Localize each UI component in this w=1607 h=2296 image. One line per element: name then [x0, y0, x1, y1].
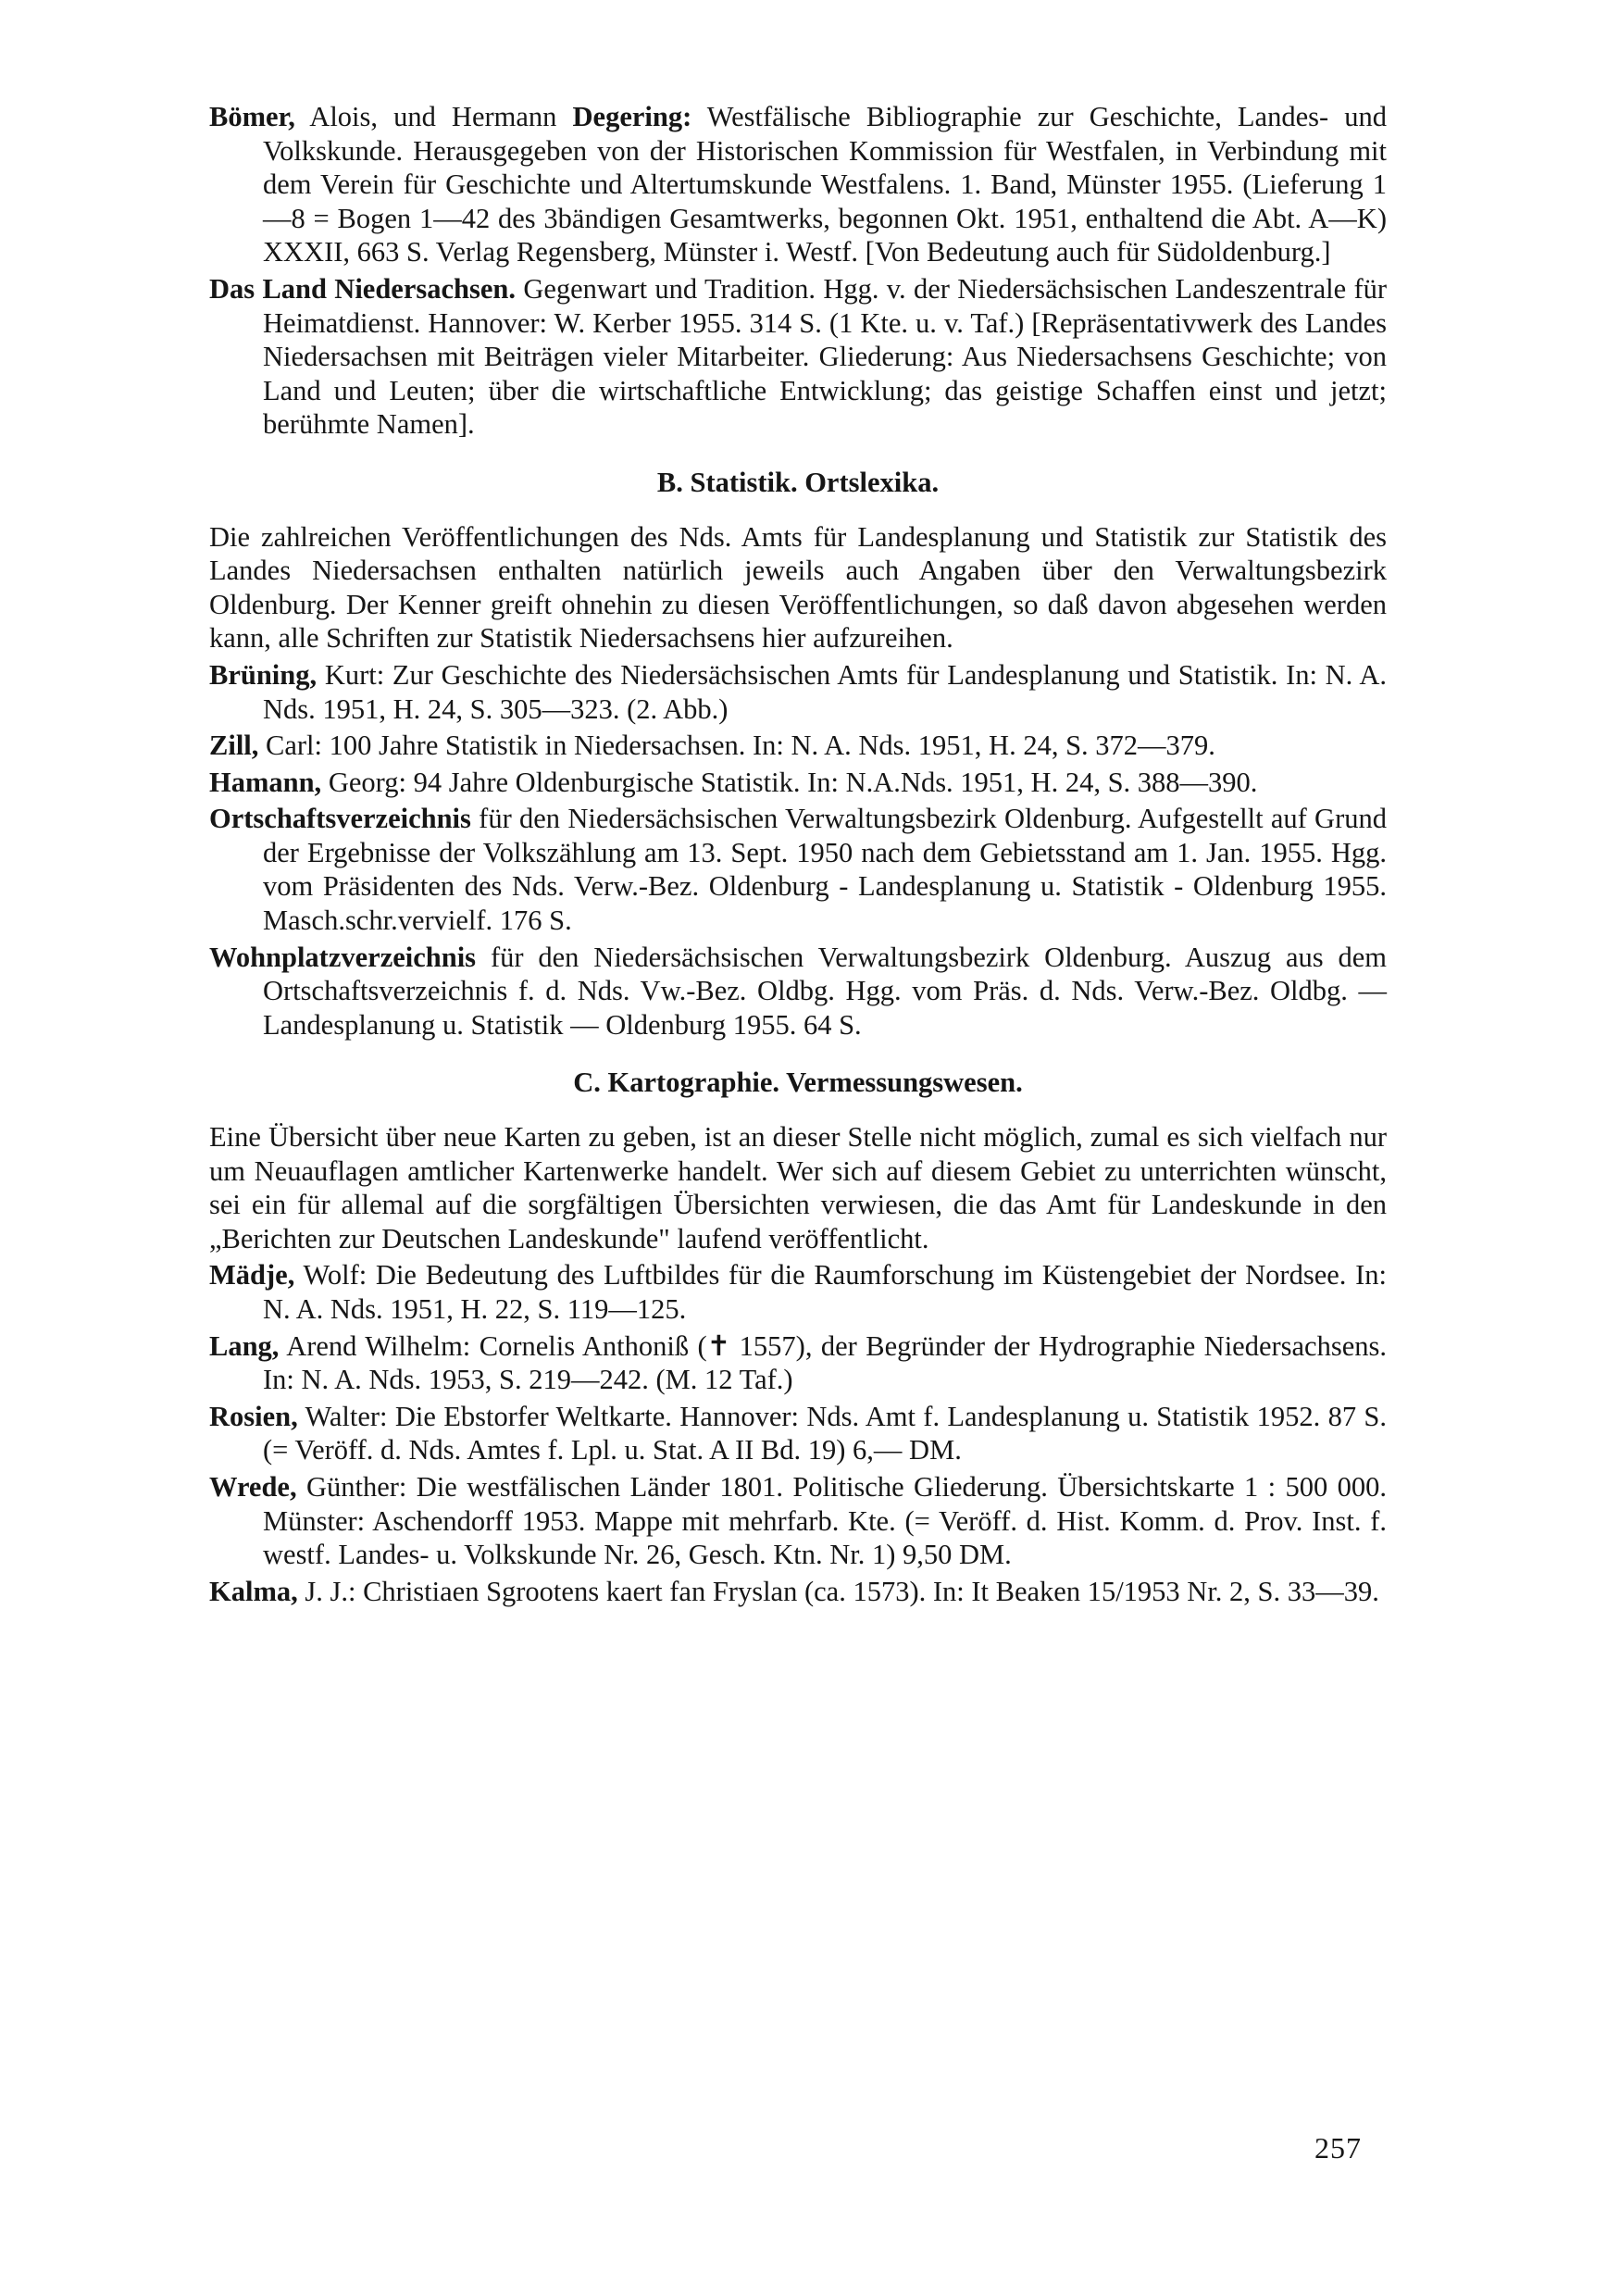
entry-author: Ortschaftsverzeichnis [209, 803, 471, 835]
bibliography-entry [209, 802, 1387, 937]
entry-author: Zill, [209, 730, 259, 762]
bibliography-entry [209, 1400, 1387, 1467]
entry-text: Gegenwart und Tradition. Hgg. v. der Niedersächsischen Landeszentrale für Heimatdienst. Hannover: W. Kerber 1955. 314 S. (1 Kte. u. v. Taf.) [Repräsentativwerk des Landes Niedersachsen mit Beiträgen vieler Mitarbeiter. Gliederung: Aus Niedersachsens Geschichte; von Land und Leuten; über die wirtschaftliche Entwicklung; das geistige Schaffen einst und jetzt; berühmte Namen]. [263, 272, 1388, 441]
entry-text: für den Niedersächsischen Verwaltungsbezirk Oldenburg. Auszug aus dem Ortschaftsverzeichnis f. d. Nds. Vw.-Bez. Oldbg. Hgg. vom Präs. d. Nds. Verw.-Bez. Oldbg. — Landesplanung u. Statistik — Oldenburg 1955. 64 S. [263, 941, 1387, 1041]
bibliography-entry [209, 100, 1387, 269]
entry-text: Wolf: Die Bedeutung des Luftbildes für die Raumforschung im Küstengebiet der Nordsee. In: N. A. Nds. 1951, H. 22, S. 119—125. [263, 1259, 1387, 1325]
bibliography-entry [209, 766, 1387, 800]
bibliography-entry [209, 1470, 1387, 1572]
entry-text: für den Niedersächsischen Verwaltungsbezirk Oldenburg. Aufgestellt auf Grund der Ergebnisse der Volkszählung am 13. Sept. 1950 nach dem Gebietsstand am 1. Jan. 1955. Hgg. vom Präsidenten des Nds. Verw.-Bez. Oldenburg - Landesplanung u. Statistik - Oldenburg 1955. Masch.schr.vervielf. 176 S. [263, 803, 1387, 937]
entry-author: Kalma, [209, 1575, 298, 1607]
entry-text: Arend Wilhelm: Cornelis Anthoniß (✝ 1557), der Begründer der Hydrographie Niedersachsens. In: N. A. Nds. 1953, S. 219—242. (M. 12 Taf.) [263, 1329, 1387, 1396]
entry-author: Brüning, [209, 658, 318, 691]
bibliography-entry [209, 658, 1387, 726]
entry-author: Hamann, [209, 766, 322, 798]
entry-author: Rosien, [209, 1400, 298, 1432]
entry-author: Wohnplatzverzeichnis [209, 941, 477, 973]
entry-text: Alois, und Hermann [294, 101, 573, 132]
entry-text: Kurt: Zur Geschichte des Niedersächsischen Amts für Landesplanung und Statistik. In: N. A. Nds. 1951, H. 24, S. 305—323. (2. Abb.) [263, 658, 1387, 725]
entry-author: Das Land Niedersachsen. [209, 272, 516, 305]
bibliography-entry [209, 1575, 1387, 1609]
page-number: 257 [1314, 2131, 1362, 2165]
bibliography-entry [209, 1258, 1387, 1326]
bibliography-entry [209, 941, 1387, 1042]
entry-text: J. J.: Christiaen Sgrootens kaert fan Fryslan (ca. 1573). In: It Beaken 15/1953 Nr. 2, S. 33—39. [297, 1575, 1379, 1607]
entry-author: Mädje, [209, 1259, 295, 1292]
document-page [209, 100, 1387, 1611]
entry-author: Wrede, [209, 1470, 297, 1503]
entry-text: Georg: 94 Jahre Oldenburgische Statistik. In: N.A.Nds. 1951, H. 24, S. 388—390. [321, 766, 1258, 798]
bibliography-entry [209, 729, 1387, 763]
bibliography-entry [209, 1329, 1387, 1397]
entry-author: Bömer, [209, 101, 295, 132]
section-intro-c: Eine Übersicht über neue Karten zu geben, ist an dieser Stelle nicht möglich, zumal es sich vielfach nur um Neuauflagen amtlicher Kartenwerke handelt. Wer sich auf diesem Gebiet zu unterrichten wünscht, sei ein für allemal auf die sorgfältigen Übersichten verwiesen, die das Amt für Landeskunde in den „Berichten zur Deutschen Landeskunde" laufend veröffentlicht. [209, 1121, 1387, 1254]
entry-author: Lang, [209, 1329, 280, 1362]
entry-text: Günther: Die westfälischen Länder 1801. Politische Gliederung. Übersichtskarte 1 : 500 000. Münster: Aschendorff 1953. Mappe mit mehrfarb. Kte. (= Veröff. d. Hist. Komm. d. Prov. Inst. f. westf. Landes- u. Volkskunde Nr. 26, Gesch. Ktn. Nr. 1) 9,50 DM. [263, 1470, 1387, 1571]
entry-text-2: Westfälische Bibliographie zur Geschichte, Landes- und Volkskunde. Herausgegeben von der Historischen Kommission für Westfalen, in Verbindung mit dem Verein für Geschichte und Altertumskunde Westfalens. 1. Band, Münster 1955. (Lieferung 1—8 = Bogen 1—42 des 3bändigen Gesamtwerks, begonnen Okt. 1951, enthaltend die Abt. A—K) XXXII, 663 S. Verlag Regensberg, Münster i. Westf. [Von Bedeutung auch für Südoldenburg.] [263, 101, 1387, 268]
entry-text: Walter: Die Ebstorfer Weltkarte. Hannover: Nds. Amt f. Landesplanung u. Statistik 1952. 87 S. (= Veröff. d. Nds. Amtes f. Lpl. u. Stat. A II Bd. 19) 6,— DM. [263, 1400, 1387, 1466]
section-intro-b: Die zahlreichen Veröffentlichungen des Nds. Amts für Landesplanung und Statistik zur Statistik des Landes Niedersachsen enthalten natürlich jeweils auch Angaben über den Verwaltungsbezirk Oldenburg. Der Kenner greift ohnehin zu diesen Veröffentlichungen, so daß davon abgesehen werden kann, alle Schriften zur Statistik Niedersachsens hier aufzureihen. [209, 520, 1387, 655]
entry-text: Carl: 100 Jahre Statistik in Niedersachsen. In: N. A. Nds. 1951, H. 24, S. 372—379. [258, 730, 1215, 762]
bibliography-entry [209, 272, 1387, 442]
entry-author-2: Degering: [572, 101, 692, 132]
section-heading-b: B. Statistik. Ortslexika. [656, 466, 940, 498]
section-heading-c: C. Kartographie. Vermessungswesen. [573, 1067, 1023, 1099]
